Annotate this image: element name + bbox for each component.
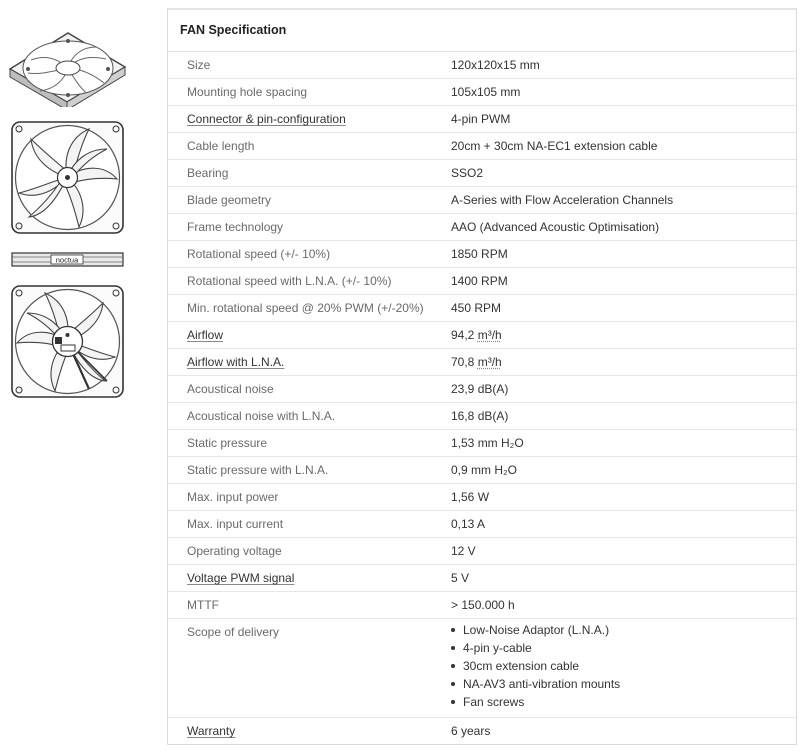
spec-value: > 150.000 h <box>451 598 515 612</box>
fan-perspective-thumbnail[interactable] <box>6 27 129 107</box>
spec-value: 5 V <box>451 571 470 585</box>
spec-row-static-pressure <box>168 430 796 457</box>
spec-label: Min. rotational speed @ 20% PWM (+/-20%) <box>187 301 424 315</box>
fan-perspective-icon <box>6 27 129 107</box>
fan-back-icon <box>11 285 124 398</box>
spec-label: Static pressure <box>187 436 268 450</box>
spec-value: AAO (Advanced Acoustic Optimisation) <box>451 220 660 234</box>
spec-value: 1,56 W <box>451 490 490 504</box>
spec-row-acoustical-noise-lna <box>168 403 796 430</box>
spec-value: 6 years <box>451 724 491 738</box>
warranty-info-link[interactable]: Warranty <box>187 724 236 738</box>
noctua-logo-text: noctua <box>55 255 79 265</box>
fan-side-thumbnail[interactable] <box>11 251 124 268</box>
list-item: Low-Noise Adaptor (L.N.A.) <box>451 621 620 639</box>
spec-row-airflow <box>168 322 796 349</box>
spec-value: 20cm + 30cm NA-EC1 extension cable <box>451 139 658 153</box>
airflow-lna-number: 70,8 <box>451 355 475 369</box>
airflow-info-link[interactable]: Airflow <box>187 328 224 342</box>
spec-row-warranty <box>168 718 796 745</box>
spec-value: 12 V <box>451 544 476 558</box>
spec-row-max-input-current <box>168 511 796 538</box>
voltage-pwm-info-link[interactable]: Voltage PWM signal <box>187 571 295 585</box>
spec-value: 0,13 A <box>451 517 486 531</box>
airflow-unit[interactable]: m³/h <box>477 328 502 342</box>
spec-row-mounting-hole-spacing <box>168 79 796 106</box>
spec-value: A-Series with Flow Acceleration Channels <box>451 193 674 207</box>
spec-row-operating-voltage <box>168 538 796 565</box>
fan-specification-panel <box>167 8 797 745</box>
spec-label: Static pressure with L.N.A. <box>187 463 329 477</box>
spec-value: 450 RPM <box>451 301 502 315</box>
spec-row-size <box>168 52 796 79</box>
connector-info-link[interactable]: Connector & pin-configuration <box>187 112 346 126</box>
panel-title: FAN Specification <box>168 10 796 52</box>
fan-front-thumbnail[interactable] <box>11 121 124 234</box>
airflow-number: 94,2 <box>451 328 475 342</box>
spec-value <box>451 328 502 342</box>
list-item: 4-pin y-cable <box>451 639 620 657</box>
spec-label: Acoustical noise with L.N.A. <box>187 409 336 423</box>
spec-label: Max. input current <box>187 517 284 531</box>
spec-value: 23,9 dB(A) <box>451 382 509 396</box>
spec-value: SSO2 <box>451 166 484 180</box>
spec-row-min-rotational-speed <box>168 295 796 322</box>
spec-row-acoustical-noise <box>168 376 796 403</box>
spec-value: 0,9 mm H₂O <box>451 463 517 477</box>
spec-label: Rotational speed (+/- 10%) <box>187 247 331 261</box>
spec-row-scope-of-delivery <box>168 619 796 718</box>
spec-row-blade-geometry <box>168 187 796 214</box>
fan-back-thumbnail[interactable] <box>11 285 124 398</box>
spec-value: 105x105 mm <box>451 85 521 99</box>
list-item: 30cm extension cable <box>451 657 620 675</box>
spec-row-connector <box>168 106 796 133</box>
spec-row-max-input-power <box>168 484 796 511</box>
spec-row-bearing <box>168 160 796 187</box>
spec-row-cable-length <box>168 133 796 160</box>
fan-front-icon <box>11 121 124 234</box>
spec-row-rotational-speed <box>168 241 796 268</box>
spec-row-rotational-speed-lna <box>168 268 796 295</box>
spec-value: 4-pin PWM <box>451 112 511 126</box>
spec-label: Blade geometry <box>187 193 272 207</box>
spec-value <box>451 355 502 369</box>
spec-label: Cable length <box>187 139 255 153</box>
spec-label: Scope of delivery <box>187 625 280 639</box>
spec-value: 16,8 dB(A) <box>451 409 509 423</box>
spec-row-voltage-pwm-signal <box>168 565 796 592</box>
spec-row-frame-technology <box>168 214 796 241</box>
scope-list <box>451 621 620 711</box>
spec-label: Bearing <box>187 166 229 180</box>
spec-label: Max. input power <box>187 490 279 504</box>
spec-label: Mounting hole spacing <box>187 85 308 99</box>
spec-value: 1400 RPM <box>451 274 508 288</box>
spec-label: Frame technology <box>187 220 284 234</box>
spec-value: 1850 RPM <box>451 247 508 261</box>
spec-row-airflow-lna <box>168 349 796 376</box>
spec-row-static-pressure-lna <box>168 457 796 484</box>
product-thumbnails <box>0 0 135 752</box>
spec-table <box>168 52 796 745</box>
list-item: Fan screws <box>451 693 620 711</box>
spec-label: MTTF <box>187 598 219 612</box>
list-item: NA-AV3 anti-vibration mounts <box>451 675 620 693</box>
spec-label: Operating voltage <box>187 544 282 558</box>
spec-value: 1,53 mm H₂O <box>451 436 524 450</box>
spec-value: 120x120x15 mm <box>451 58 540 72</box>
spec-label: Acoustical noise <box>187 382 274 396</box>
fan-side-icon <box>11 251 124 268</box>
spec-row-mttf <box>168 592 796 619</box>
spec-label: Size <box>187 58 211 72</box>
airflow-lna-unit[interactable]: m³/h <box>477 355 502 369</box>
spec-label: Rotational speed with L.N.A. (+/- 10%) <box>187 274 392 288</box>
airflow-lna-info-link[interactable]: Airflow with L.N.A. <box>187 355 285 369</box>
